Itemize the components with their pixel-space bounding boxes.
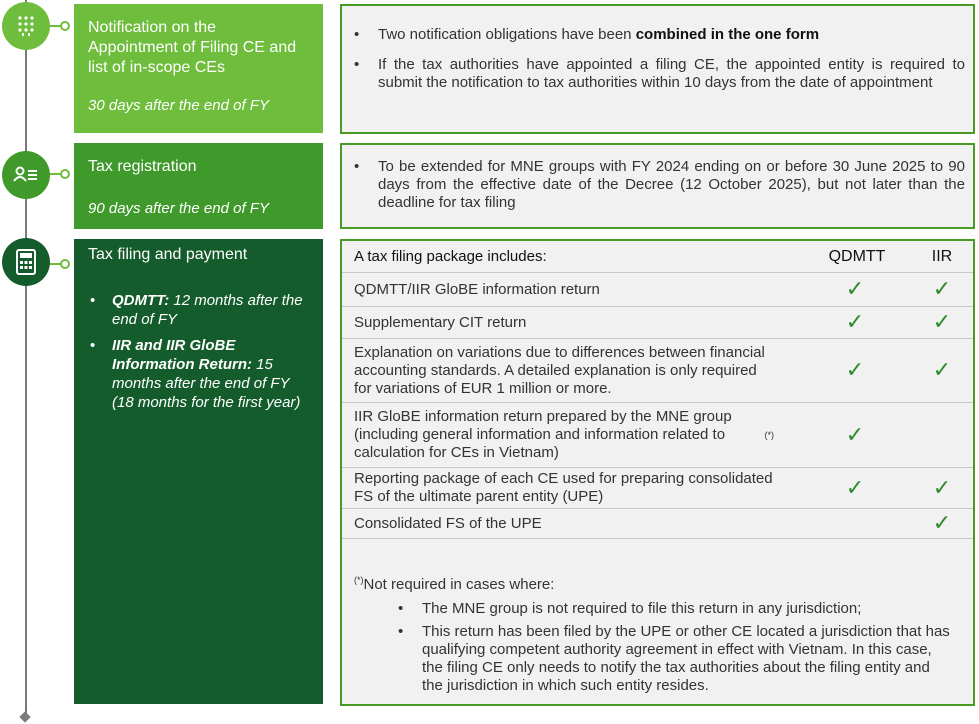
qdmtt-cell [835, 403, 875, 467]
step-2-card [74, 143, 323, 229]
footnote-item: • The MNE group is not required to file this return in any jurisdiction; [342, 600, 973, 618]
column-header-iir: IIR [931, 247, 953, 265]
step-3-dot [60, 259, 70, 269]
row-label-text: Consolidated FS of the UPE [354, 514, 542, 532]
qdmtt-cell [835, 509, 875, 538]
step-3-deadlines [88, 291, 309, 412]
step-3-title: Tax filing and payment [88, 246, 248, 263]
row-label [354, 468, 774, 508]
check-icon: ✓ [932, 358, 952, 383]
table-row [342, 307, 973, 339]
registration-details-box [340, 143, 975, 229]
check-icon: ✓ [932, 310, 952, 335]
check-icon: ✓ [932, 277, 952, 302]
step-1-title: Notification on the Appointment of Filing CE and list of in-scope CEs [88, 19, 297, 76]
step-2-deadline: 90 days after the end of FY [88, 200, 269, 217]
step-1-card [74, 4, 323, 133]
row-footnote-marker: (*) [764, 430, 774, 440]
note-text: If the tax authorities have appointed a filing CE, the appointed entity is required to submit the notification to tax authorities within 10 days from the date of appointment [378, 56, 965, 91]
step-3-card [74, 239, 323, 704]
table-row [342, 339, 973, 403]
table-header-row [342, 241, 973, 273]
check-icon: ✓ [845, 310, 865, 335]
note-item: • To be extended for MNE groups with FY 2024 ending on or before 30 June 2025 to 90 days from the effective date of the Decree (12 October 2025), but not later than the deadline for tax filing [342, 158, 973, 212]
column-header-qdmtt: QDMTT [828, 247, 886, 265]
note-item [342, 26, 973, 44]
calculator-icon [15, 249, 37, 275]
deadline-item [88, 291, 309, 329]
iir-cell [922, 509, 962, 538]
step-1-deadline: 30 days after the end of FY [88, 97, 269, 114]
step-2-marker [2, 151, 50, 199]
table-header-label: A tax filing package includes: [354, 247, 547, 265]
iir-cell [922, 307, 962, 338]
row-label-text: IIR GloBE information return prepared by the MNE group (including general information and information related to calculation for CEs in Vietnam) [354, 408, 732, 461]
note-item [342, 56, 973, 92]
row-label [354, 509, 774, 538]
step-2-title: Tax registration [88, 158, 197, 175]
table-footnote [342, 568, 973, 700]
table-row [342, 273, 973, 307]
step-2-dot [60, 169, 70, 179]
row-label-text: QDMTT/IIR GloBE information return [354, 280, 600, 298]
iir-cell [922, 339, 962, 402]
check-icon: ✓ [845, 422, 865, 448]
iir-cell [922, 403, 962, 467]
note-text: Two notification obligations have been [378, 26, 636, 43]
footnote-marker: (*) [354, 575, 364, 585]
note-emphasis: combined in the one form [635, 26, 820, 43]
row-label-text: Explanation on variations due to differences between financial accounting standards. A detailed explanation is only required for variations of EUR 1 million or more. [354, 343, 765, 397]
step-3-marker [2, 238, 50, 286]
timeline-line [25, 0, 27, 718]
check-icon: ✓ [845, 277, 865, 302]
qdmtt-cell [835, 273, 875, 306]
qdmtt-cell [835, 307, 875, 338]
notification-details-box [340, 4, 975, 134]
footnote-intro [342, 568, 973, 594]
row-label [354, 273, 774, 306]
abacus-icon [14, 14, 38, 38]
step-1-dot [60, 21, 70, 31]
footnote-text: Not required in cases where: [363, 576, 555, 593]
person-list-icon [12, 163, 40, 187]
iir-cell [922, 273, 962, 306]
filing-package-table [340, 239, 975, 706]
row-label [354, 339, 774, 402]
row-label [354, 403, 774, 467]
step-1-marker [2, 2, 50, 50]
check-icon: ✓ [845, 358, 865, 383]
deadline-label: IIR and IIR GloBE Information Return: [112, 337, 252, 373]
deadline-text: 15 months after the end of FY (18 months for the first year) [112, 356, 301, 411]
deadline-text: 12 months after the end of FY [112, 292, 303, 328]
table-row [342, 468, 973, 509]
deadline-item [88, 336, 309, 412]
row-label-text: Reporting package of each CE used for preparing consolidated FS of the ultimate parent entity (UPE) [354, 470, 773, 505]
row-label [354, 307, 774, 338]
footnote-item: • This return has been filed by the UPE or other CE located a jurisdiction that has qualifying competent authority agreement in effect with Vietnam. In this case, the filing CE only needs to notify the tax authorities about the filing entity and the jurisdiction in which such entity resides. [342, 623, 973, 695]
timeline-end-marker [19, 711, 30, 722]
deadline-label: QDMTT: [112, 292, 170, 309]
qdmtt-cell [835, 339, 875, 402]
row-label-text: Supplementary CIT return [354, 313, 527, 331]
table-row [342, 509, 973, 539]
check-icon: ✓ [845, 475, 865, 501]
check-icon: ✓ [932, 475, 952, 501]
check-icon: ✓ [932, 511, 952, 536]
qdmtt-cell [835, 468, 875, 508]
iir-cell [922, 468, 962, 508]
table-row [342, 403, 973, 468]
